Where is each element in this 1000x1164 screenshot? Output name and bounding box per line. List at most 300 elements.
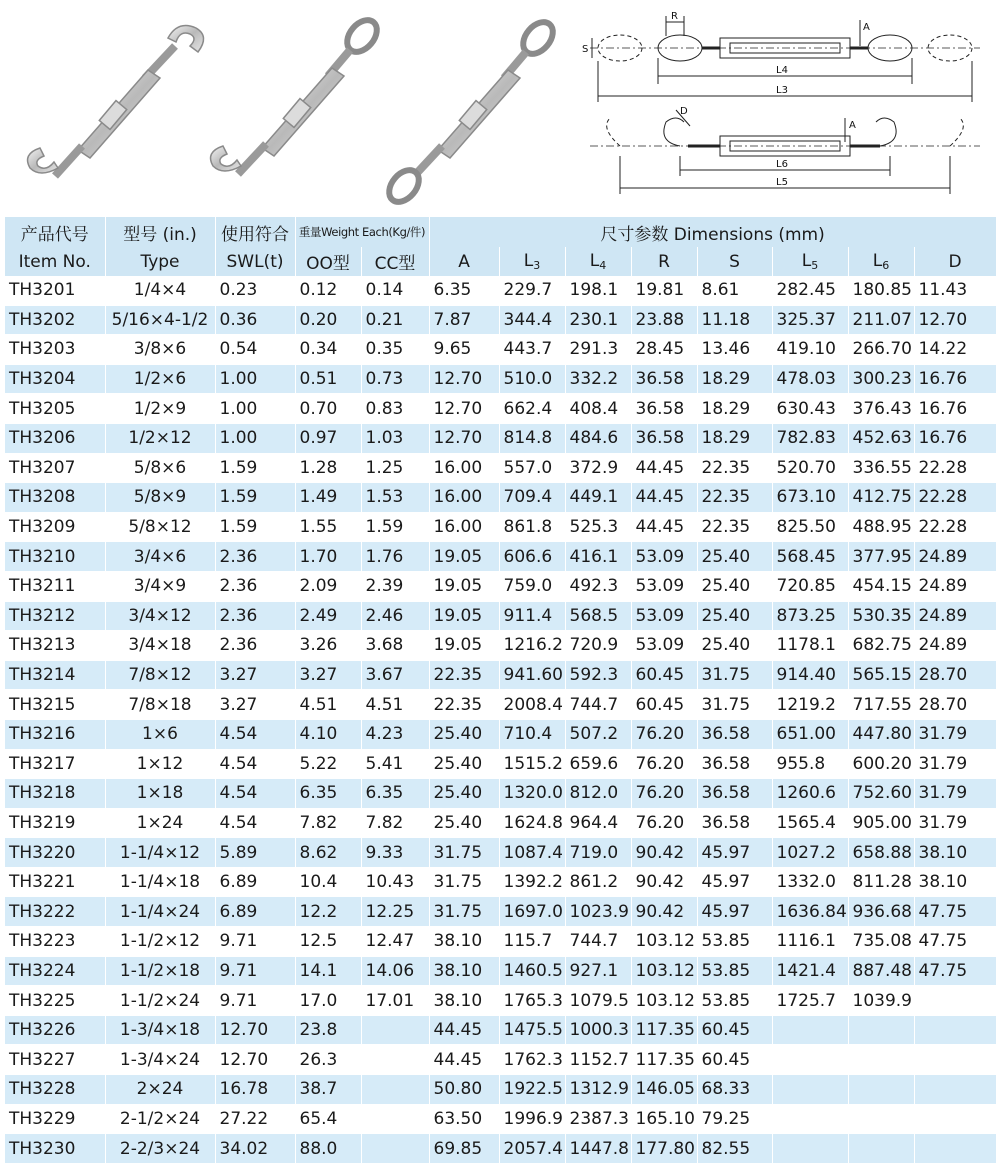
cell-d: 12.70 bbox=[914, 305, 996, 335]
table-row bbox=[5, 779, 996, 809]
cell-swl: 5.89 bbox=[215, 838, 295, 868]
cell-l4: 812.0 bbox=[565, 779, 631, 809]
cell-weight-oo: 38.7 bbox=[295, 1075, 361, 1105]
table-row bbox=[5, 690, 996, 720]
diagram-label-l3: L3 bbox=[776, 85, 788, 96]
cell-l3: 1087.4 bbox=[499, 838, 565, 868]
cell-r: 117.35 bbox=[631, 1045, 697, 1075]
cell-l5: 478.03 bbox=[772, 364, 848, 394]
cell-a: 12.70 bbox=[429, 394, 499, 424]
cell-l5: 419.10 bbox=[772, 335, 848, 365]
cell-l5: 782.83 bbox=[772, 423, 848, 453]
cell-weight-cc bbox=[361, 1134, 429, 1164]
cell-item-no: TH3203 bbox=[5, 335, 105, 365]
table-row bbox=[5, 453, 996, 483]
product-illustration-area bbox=[0, 0, 1000, 215]
header-swl-en: SWL(t) bbox=[215, 247, 295, 276]
cell-d: 31.79 bbox=[914, 808, 996, 838]
cell-l4: 861.2 bbox=[565, 867, 631, 897]
cell-d: 22.28 bbox=[914, 483, 996, 513]
header-type-en: Type bbox=[105, 247, 215, 276]
cell-d: 38.10 bbox=[914, 838, 996, 868]
header-weight: 重量Weight Each(Kg/件) bbox=[295, 217, 429, 247]
table-row bbox=[5, 986, 996, 1016]
cell-l6: 658.88 bbox=[848, 838, 914, 868]
cell-l5: 1332.0 bbox=[772, 867, 848, 897]
cell-l6: 811.28 bbox=[848, 867, 914, 897]
cell-weight-cc: 0.73 bbox=[361, 364, 429, 394]
cell-s: 68.33 bbox=[697, 1075, 772, 1105]
cell-weight-oo: 1.55 bbox=[295, 512, 361, 542]
cell-s: 25.40 bbox=[697, 571, 772, 601]
cell-weight-oo: 0.97 bbox=[295, 423, 361, 453]
cell-a: 12.70 bbox=[429, 364, 499, 394]
cell-l6 bbox=[848, 1104, 914, 1134]
table-row bbox=[5, 631, 996, 661]
cell-item-no: TH3206 bbox=[5, 423, 105, 453]
cell-l6: 377.95 bbox=[848, 542, 914, 572]
cell-l3: 1392.2 bbox=[499, 867, 565, 897]
header-s: S bbox=[697, 247, 772, 276]
cell-l5: 914.40 bbox=[772, 660, 848, 690]
cell-weight-oo: 4.51 bbox=[295, 690, 361, 720]
cell-r: 44.45 bbox=[631, 512, 697, 542]
cell-weight-cc: 2.39 bbox=[361, 571, 429, 601]
cell-item-no: TH3230 bbox=[5, 1134, 105, 1164]
cell-l3: 941.60 bbox=[499, 660, 565, 690]
table-row bbox=[5, 571, 996, 601]
cell-weight-cc: 0.14 bbox=[361, 276, 429, 305]
cell-item-no: TH3223 bbox=[5, 927, 105, 957]
cell-r: 76.20 bbox=[631, 719, 697, 749]
cell-item-no: TH3226 bbox=[5, 1015, 105, 1045]
cell-d: 24.89 bbox=[914, 542, 996, 572]
cell-type: 1×18 bbox=[105, 779, 215, 809]
cell-weight-cc: 1.53 bbox=[361, 483, 429, 513]
cell-s: 13.46 bbox=[697, 335, 772, 365]
cell-a: 31.75 bbox=[429, 838, 499, 868]
table-row bbox=[5, 1045, 996, 1075]
cell-d: 31.79 bbox=[914, 749, 996, 779]
cell-d: 47.75 bbox=[914, 897, 996, 927]
hook-hook-turnbuckle-icon bbox=[28, 26, 204, 176]
cell-s: 31.75 bbox=[697, 660, 772, 690]
cell-weight-oo: 0.34 bbox=[295, 335, 361, 365]
cell-l5: 955.8 bbox=[772, 749, 848, 779]
cell-l4: 291.3 bbox=[565, 335, 631, 365]
cell-weight-cc: 1.03 bbox=[361, 423, 429, 453]
cell-l4: 484.6 bbox=[565, 423, 631, 453]
cell-r: 53.09 bbox=[631, 571, 697, 601]
cell-item-no: TH3211 bbox=[5, 571, 105, 601]
cell-weight-cc: 1.76 bbox=[361, 542, 429, 572]
cell-l6: 717.55 bbox=[848, 690, 914, 720]
cell-l4: 408.4 bbox=[565, 394, 631, 424]
cell-l4: 568.5 bbox=[565, 601, 631, 631]
cell-a: 63.50 bbox=[429, 1104, 499, 1134]
cell-l6 bbox=[848, 1134, 914, 1164]
cell-type: 2×24 bbox=[105, 1075, 215, 1105]
cell-l3: 1475.5 bbox=[499, 1015, 565, 1045]
cell-weight-cc: 10.43 bbox=[361, 867, 429, 897]
cell-l4: 1023.9 bbox=[565, 897, 631, 927]
table-row bbox=[5, 660, 996, 690]
cell-weight-cc: 4.51 bbox=[361, 690, 429, 720]
cell-weight-oo: 1.49 bbox=[295, 483, 361, 513]
cell-s: 36.58 bbox=[697, 779, 772, 809]
cell-s: 8.61 bbox=[697, 276, 772, 305]
cell-type: 2-2/3×24 bbox=[105, 1134, 215, 1164]
cell-l4: 492.3 bbox=[565, 571, 631, 601]
table-row bbox=[5, 897, 996, 927]
cell-l6: 905.00 bbox=[848, 808, 914, 838]
cell-r: 44.45 bbox=[631, 453, 697, 483]
spec-table-body bbox=[5, 276, 996, 1163]
cell-a: 16.00 bbox=[429, 512, 499, 542]
cell-s: 79.25 bbox=[697, 1104, 772, 1134]
cell-s: 45.97 bbox=[697, 897, 772, 927]
cell-r: 28.45 bbox=[631, 335, 697, 365]
cell-l5: 1027.2 bbox=[772, 838, 848, 868]
cell-a: 25.40 bbox=[429, 808, 499, 838]
cell-weight-oo: 14.1 bbox=[295, 956, 361, 986]
cell-l5 bbox=[772, 1075, 848, 1105]
cell-weight-oo: 0.70 bbox=[295, 394, 361, 424]
cell-weight-cc: 12.25 bbox=[361, 897, 429, 927]
cell-l4: 332.2 bbox=[565, 364, 631, 394]
cell-type: 3/4×6 bbox=[105, 542, 215, 572]
cell-a: 31.75 bbox=[429, 897, 499, 927]
cell-r: 90.42 bbox=[631, 897, 697, 927]
header-row-1 bbox=[5, 217, 996, 247]
table-row bbox=[5, 1104, 996, 1134]
cell-d bbox=[914, 1045, 996, 1075]
cell-weight-cc: 6.35 bbox=[361, 779, 429, 809]
cell-d: 28.70 bbox=[914, 690, 996, 720]
dimension-diagrams bbox=[580, 6, 995, 206]
cell-item-no: TH3227 bbox=[5, 1045, 105, 1075]
header-d: D bbox=[914, 247, 996, 276]
header-swl-cn: 使用符合 bbox=[215, 217, 295, 247]
cell-l3: 911.4 bbox=[499, 601, 565, 631]
cell-l6: 412.75 bbox=[848, 483, 914, 513]
cell-r: 53.09 bbox=[631, 542, 697, 572]
cell-swl: 4.54 bbox=[215, 779, 295, 809]
cell-l3: 2008.4 bbox=[499, 690, 565, 720]
cell-l3: 606.6 bbox=[499, 542, 565, 572]
cell-item-no: TH3218 bbox=[5, 779, 105, 809]
cell-type: 3/4×9 bbox=[105, 571, 215, 601]
cell-swl: 0.36 bbox=[215, 305, 295, 335]
cell-l5: 1219.2 bbox=[772, 690, 848, 720]
cell-l5: 673.10 bbox=[772, 483, 848, 513]
cell-type: 2-1/2×24 bbox=[105, 1104, 215, 1134]
cell-weight-cc: 2.46 bbox=[361, 601, 429, 631]
cell-s: 18.29 bbox=[697, 423, 772, 453]
cell-l3: 1697.0 bbox=[499, 897, 565, 927]
table-row bbox=[5, 483, 996, 513]
cell-type: 1/4×4 bbox=[105, 276, 215, 305]
cell-l4: 372.9 bbox=[565, 453, 631, 483]
cell-l6: 454.15 bbox=[848, 571, 914, 601]
cell-weight-cc bbox=[361, 1015, 429, 1045]
table-row bbox=[5, 601, 996, 631]
cell-l5: 282.45 bbox=[772, 276, 848, 305]
cell-l5: 630.43 bbox=[772, 394, 848, 424]
cell-weight-cc: 1.25 bbox=[361, 453, 429, 483]
cell-s: 11.18 bbox=[697, 305, 772, 335]
header-code-en: Item No. bbox=[5, 247, 105, 276]
table-row bbox=[5, 394, 996, 424]
cell-s: 60.45 bbox=[697, 1015, 772, 1045]
cell-a: 9.65 bbox=[429, 335, 499, 365]
table-row bbox=[5, 927, 996, 957]
cell-a: 22.35 bbox=[429, 660, 499, 690]
cell-l6: 735.08 bbox=[848, 927, 914, 957]
cell-item-no: TH3216 bbox=[5, 719, 105, 749]
diagram-label-l6: L6 bbox=[776, 159, 788, 170]
cell-type: 1-3/4×18 bbox=[105, 1015, 215, 1045]
cell-item-no: TH3215 bbox=[5, 690, 105, 720]
cell-weight-cc: 7.82 bbox=[361, 808, 429, 838]
cell-weight-cc: 9.33 bbox=[361, 838, 429, 868]
cell-l4: 719.0 bbox=[565, 838, 631, 868]
cell-d bbox=[914, 986, 996, 1016]
cell-l4: 592.3 bbox=[565, 660, 631, 690]
cell-l5: 1421.4 bbox=[772, 956, 848, 986]
cell-l3: 814.8 bbox=[499, 423, 565, 453]
cell-l3: 1320.0 bbox=[499, 779, 565, 809]
table-row bbox=[5, 1015, 996, 1045]
cell-item-no: TH3224 bbox=[5, 956, 105, 986]
cell-weight-oo: 6.35 bbox=[295, 779, 361, 809]
cell-l3: 1216.2 bbox=[499, 631, 565, 661]
cell-item-no: TH3207 bbox=[5, 453, 105, 483]
cell-s: 45.97 bbox=[697, 838, 772, 868]
cell-d: 16.76 bbox=[914, 423, 996, 453]
cell-weight-oo: 2.49 bbox=[295, 601, 361, 631]
turnbuckle-spec-table bbox=[5, 217, 997, 1164]
turnbuckle-products-image bbox=[10, 8, 570, 208]
cell-l6: 682.75 bbox=[848, 631, 914, 661]
cell-item-no: TH3220 bbox=[5, 838, 105, 868]
cell-a: 16.00 bbox=[429, 483, 499, 513]
cell-swl: 9.71 bbox=[215, 986, 295, 1016]
cell-r: 103.12 bbox=[631, 956, 697, 986]
cell-r: 44.45 bbox=[631, 483, 697, 513]
cell-s: 53.85 bbox=[697, 927, 772, 957]
cell-l6 bbox=[848, 1045, 914, 1075]
cell-s: 22.35 bbox=[697, 512, 772, 542]
cell-l6: 452.63 bbox=[848, 423, 914, 453]
cell-a: 6.35 bbox=[429, 276, 499, 305]
cell-a: 25.40 bbox=[429, 779, 499, 809]
cell-a: 16.00 bbox=[429, 453, 499, 483]
header-a: A bbox=[429, 247, 499, 276]
cell-swl: 27.22 bbox=[215, 1104, 295, 1134]
cell-swl: 1.59 bbox=[215, 453, 295, 483]
cell-type: 1-1/4×12 bbox=[105, 838, 215, 868]
cell-item-no: TH3209 bbox=[5, 512, 105, 542]
header-type-cn: 型号 (in.) bbox=[105, 217, 215, 247]
cell-a: 69.85 bbox=[429, 1134, 499, 1164]
cell-s: 22.35 bbox=[697, 483, 772, 513]
cell-item-no: TH3225 bbox=[5, 986, 105, 1016]
cell-l6: 300.23 bbox=[848, 364, 914, 394]
cell-s: 18.29 bbox=[697, 364, 772, 394]
cell-type: 5/8×12 bbox=[105, 512, 215, 542]
cell-l3: 229.7 bbox=[499, 276, 565, 305]
cell-s: 60.45 bbox=[697, 1045, 772, 1075]
cell-swl: 1.00 bbox=[215, 394, 295, 424]
cell-l3: 1460.5 bbox=[499, 956, 565, 986]
cell-type: 1×6 bbox=[105, 719, 215, 749]
cell-weight-oo: 8.62 bbox=[295, 838, 361, 868]
cell-l4: 927.1 bbox=[565, 956, 631, 986]
cell-a: 38.10 bbox=[429, 956, 499, 986]
cell-l4: 2387.3 bbox=[565, 1104, 631, 1134]
cell-weight-oo: 3.27 bbox=[295, 660, 361, 690]
cell-weight-cc: 0.35 bbox=[361, 335, 429, 365]
cell-r: 90.42 bbox=[631, 867, 697, 897]
cell-swl: 4.54 bbox=[215, 719, 295, 749]
cell-weight-oo: 5.22 bbox=[295, 749, 361, 779]
eye-eye-turnbuckle-icon bbox=[383, 16, 559, 207]
diagram-label-l5: L5 bbox=[776, 177, 788, 188]
cell-l5: 1565.4 bbox=[772, 808, 848, 838]
cell-l6: 565.15 bbox=[848, 660, 914, 690]
cell-a: 38.10 bbox=[429, 986, 499, 1016]
cell-a: 31.75 bbox=[429, 867, 499, 897]
table-row bbox=[5, 749, 996, 779]
cell-weight-oo: 3.26 bbox=[295, 631, 361, 661]
header-oo: OO型 bbox=[295, 247, 361, 276]
cell-d: 24.89 bbox=[914, 631, 996, 661]
cell-r: 103.12 bbox=[631, 927, 697, 957]
table-row bbox=[5, 838, 996, 868]
cell-type: 7/8×12 bbox=[105, 660, 215, 690]
cell-swl: 34.02 bbox=[215, 1134, 295, 1164]
cell-l3: 443.7 bbox=[499, 335, 565, 365]
cell-weight-cc: 0.21 bbox=[361, 305, 429, 335]
cell-r: 60.45 bbox=[631, 690, 697, 720]
cell-weight-cc: 14.06 bbox=[361, 956, 429, 986]
cell-a: 19.05 bbox=[429, 601, 499, 631]
cell-r: 53.09 bbox=[631, 601, 697, 631]
table-row bbox=[5, 512, 996, 542]
cell-weight-cc: 1.59 bbox=[361, 512, 429, 542]
cell-l3: 662.4 bbox=[499, 394, 565, 424]
cell-weight-cc bbox=[361, 1045, 429, 1075]
cell-l4: 449.1 bbox=[565, 483, 631, 513]
cell-weight-oo: 10.4 bbox=[295, 867, 361, 897]
cell-d: 24.89 bbox=[914, 601, 996, 631]
cell-swl: 9.71 bbox=[215, 927, 295, 957]
diagram-label-s: S bbox=[582, 44, 589, 55]
cell-l4: 1312.9 bbox=[565, 1075, 631, 1105]
cell-type: 1×24 bbox=[105, 808, 215, 838]
cell-s: 22.35 bbox=[697, 453, 772, 483]
cell-type: 5/8×9 bbox=[105, 483, 215, 513]
cell-r: 60.45 bbox=[631, 660, 697, 690]
cell-d bbox=[914, 1015, 996, 1045]
header-l5: $L_5$ bbox=[772, 247, 848, 276]
cell-r: 53.09 bbox=[631, 631, 697, 661]
cell-weight-oo: 0.51 bbox=[295, 364, 361, 394]
cell-l6: 266.70 bbox=[848, 335, 914, 365]
header-row-2 bbox=[5, 247, 996, 276]
cell-item-no: TH3222 bbox=[5, 897, 105, 927]
cell-weight-oo: 0.12 bbox=[295, 276, 361, 305]
cell-l4: 964.4 bbox=[565, 808, 631, 838]
cell-l4: 416.1 bbox=[565, 542, 631, 572]
cell-d: 31.79 bbox=[914, 719, 996, 749]
cell-l5 bbox=[772, 1045, 848, 1075]
cell-s: 36.58 bbox=[697, 719, 772, 749]
cell-a: 25.40 bbox=[429, 749, 499, 779]
table-row bbox=[5, 808, 996, 838]
cell-type: 1-1/2×24 bbox=[105, 986, 215, 1016]
cell-l3: 115.7 bbox=[499, 927, 565, 957]
cell-d: 11.43 bbox=[914, 276, 996, 305]
cell-item-no: TH3208 bbox=[5, 483, 105, 513]
table-row bbox=[5, 542, 996, 572]
table-row bbox=[5, 335, 996, 365]
cell-weight-cc: 3.68 bbox=[361, 631, 429, 661]
hook-eye-turnbuckle-icon bbox=[211, 14, 383, 174]
cell-swl: 4.54 bbox=[215, 749, 295, 779]
header-l3: $L_3$ bbox=[499, 247, 565, 276]
cell-swl: 2.36 bbox=[215, 631, 295, 661]
cell-type: 1-1/2×12 bbox=[105, 927, 215, 957]
cell-s: 36.58 bbox=[697, 808, 772, 838]
cell-l6: 936.68 bbox=[848, 897, 914, 927]
cell-a: 7.87 bbox=[429, 305, 499, 335]
header-code-cn: 产品代号 bbox=[5, 217, 105, 247]
cell-l5: 1725.7 bbox=[772, 986, 848, 1016]
cell-a: 44.45 bbox=[429, 1015, 499, 1045]
cell-weight-oo: 1.70 bbox=[295, 542, 361, 572]
cell-weight-cc: 12.47 bbox=[361, 927, 429, 957]
cell-a: 22.35 bbox=[429, 690, 499, 720]
cell-swl: 12.70 bbox=[215, 1045, 295, 1075]
cell-r: 177.80 bbox=[631, 1134, 697, 1164]
cell-swl: 1.00 bbox=[215, 423, 295, 453]
cell-item-no: TH3204 bbox=[5, 364, 105, 394]
cell-l6: 752.60 bbox=[848, 779, 914, 809]
cell-item-no: TH3202 bbox=[5, 305, 105, 335]
cell-item-no: TH3210 bbox=[5, 542, 105, 572]
cell-s: 18.29 bbox=[697, 394, 772, 424]
table-row bbox=[5, 305, 996, 335]
cell-l5: 568.45 bbox=[772, 542, 848, 572]
cell-d: 47.75 bbox=[914, 927, 996, 957]
cell-r: 36.58 bbox=[631, 364, 697, 394]
cell-l5: 720.85 bbox=[772, 571, 848, 601]
cell-l4: 720.9 bbox=[565, 631, 631, 661]
cell-d bbox=[914, 1134, 996, 1164]
cell-type: 5/16×4-1/2 bbox=[105, 305, 215, 335]
cell-item-no: TH3213 bbox=[5, 631, 105, 661]
cell-a: 19.05 bbox=[429, 631, 499, 661]
cell-s: 82.55 bbox=[697, 1134, 772, 1164]
cell-l5: 1260.6 bbox=[772, 779, 848, 809]
diagram-label-d: D bbox=[680, 106, 688, 117]
cell-swl: 0.54 bbox=[215, 335, 295, 365]
cell-swl: 6.89 bbox=[215, 867, 295, 897]
cell-type: 3/4×12 bbox=[105, 601, 215, 631]
cell-r: 76.20 bbox=[631, 749, 697, 779]
